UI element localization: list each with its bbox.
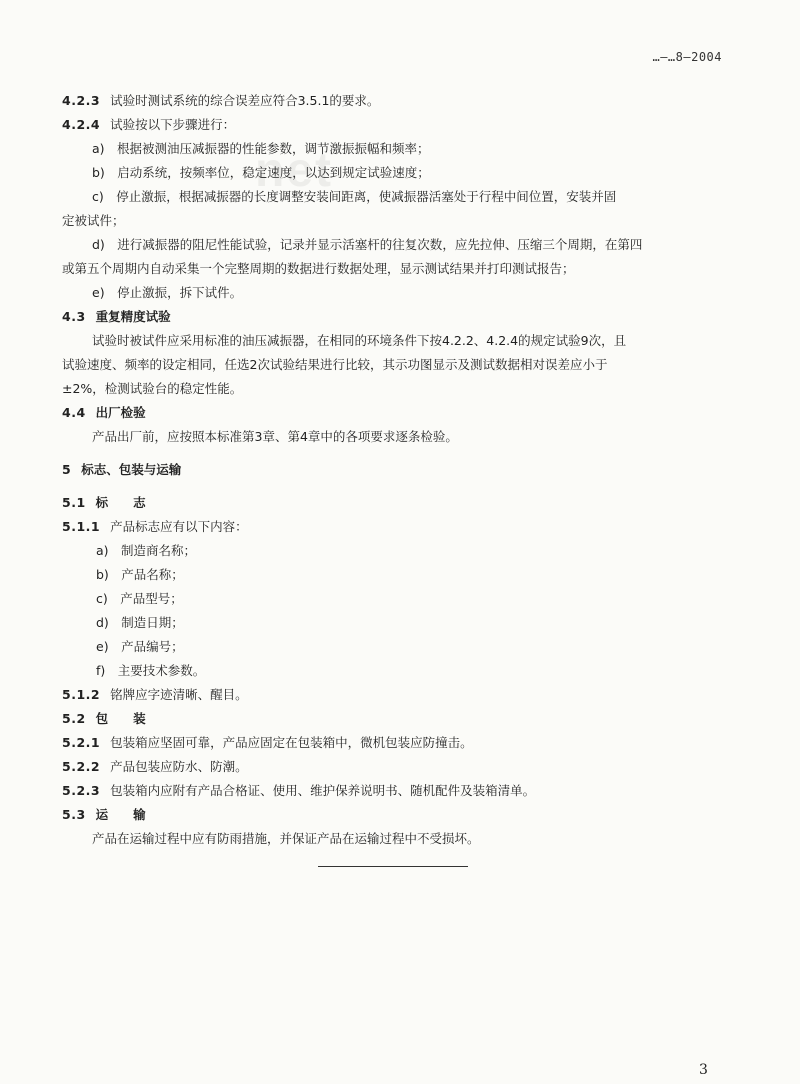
clause-5-1-2: 5.1.2 铭牌应字迹清晰、醒目。 <box>62 687 248 702</box>
step-e: e) 停止激振，拆下试件。 <box>92 285 243 300</box>
step-d: d) 进行减振器的阻尼性能试验，记录并显示活塞杆的往复次数，应先拉伸、压缩三个周期，在第四 <box>92 237 643 252</box>
step-c: c) 停止激振，根据减振器的长度调整安装间距离，使减振器活塞处于行程中间位置，安装并固 <box>92 189 617 204</box>
item-d: d) 制造日期； <box>96 615 184 630</box>
clause-4-3: 4.3 重复精度试验 <box>62 309 171 324</box>
item-b: b) 产品名称； <box>96 567 184 582</box>
section-5: 5 标志、包装与运输 <box>62 462 182 477</box>
step-c-cont: 定被试件； <box>62 213 125 228</box>
para-4-3-3: ±2%，检测试验台的稳定性能。 <box>62 381 243 396</box>
standard-code: …—…8—2004 <box>652 50 722 64</box>
watermark: net <box>255 144 333 197</box>
item-a: a) 制造商名称； <box>96 543 197 558</box>
page-number: 3 <box>699 1062 708 1078</box>
para-4-4: 产品出厂前，应按照本标准第3章、第4章中的各项要求逐条检验。 <box>92 429 458 444</box>
para-5-3: 产品在运输过程中应有防雨措施，并保证产品在运输过程中不受损坏。 <box>92 831 480 846</box>
para-4-3-2: 试验速度、频率的设定相同，任选2次试验结果进行比较，其示功图显示及测试数据相对误差应小于 <box>62 357 608 372</box>
end-rule <box>318 866 468 867</box>
clause-4-2-4: 4.2.4 试验按以下步骤进行： <box>62 117 236 132</box>
clause-5-2-3: 5.2.3 包装箱内应附有产品合格证、使用、维护保养说明书、随机配件及装箱清单。 <box>62 783 536 798</box>
clause-5-2-1: 5.2.1 包装箱应坚固可靠，产品应固定在包装箱中，微机包装应防撞击。 <box>62 735 473 750</box>
item-e: e) 产品编号； <box>96 639 184 654</box>
clause-5-1: 5.1 标 志 <box>62 495 146 510</box>
clause-5-1-1: 5.1.1 产品标志应有以下内容： <box>62 519 248 534</box>
para-4-3-1: 试验时被试件应采用标准的油压减振器，在相同的环境条件下按4.2.2、4.2.4的规定试验9次，且 <box>92 333 627 348</box>
step-b: b) 启动系统，按频率位，稳定速度，以达到规定试验速度； <box>92 165 430 180</box>
clause-4-4: 4.4 出厂检验 <box>62 405 146 420</box>
step-a: a) 根据被测油压减振器的性能参数，调节激振振幅和频率； <box>92 141 430 156</box>
clause-4-2-3: 4.2.3 试验时测试系统的综合误差应符合3.5.1的要求。 <box>62 93 380 108</box>
item-c: c) 产品型号； <box>96 591 183 606</box>
clause-5-2: 5.2 包 装 <box>62 711 146 726</box>
step-d-cont: 或第五个周期内自动采集一个完整周期的数据进行数据处理，显示测试结果并打印测试报告； <box>62 261 575 276</box>
clause-5-2-2: 5.2.2 产品包装应防水、防潮。 <box>62 759 248 774</box>
item-f: f) 主要技术参数。 <box>96 663 206 678</box>
clause-5-3: 5.3 运 输 <box>62 807 146 822</box>
